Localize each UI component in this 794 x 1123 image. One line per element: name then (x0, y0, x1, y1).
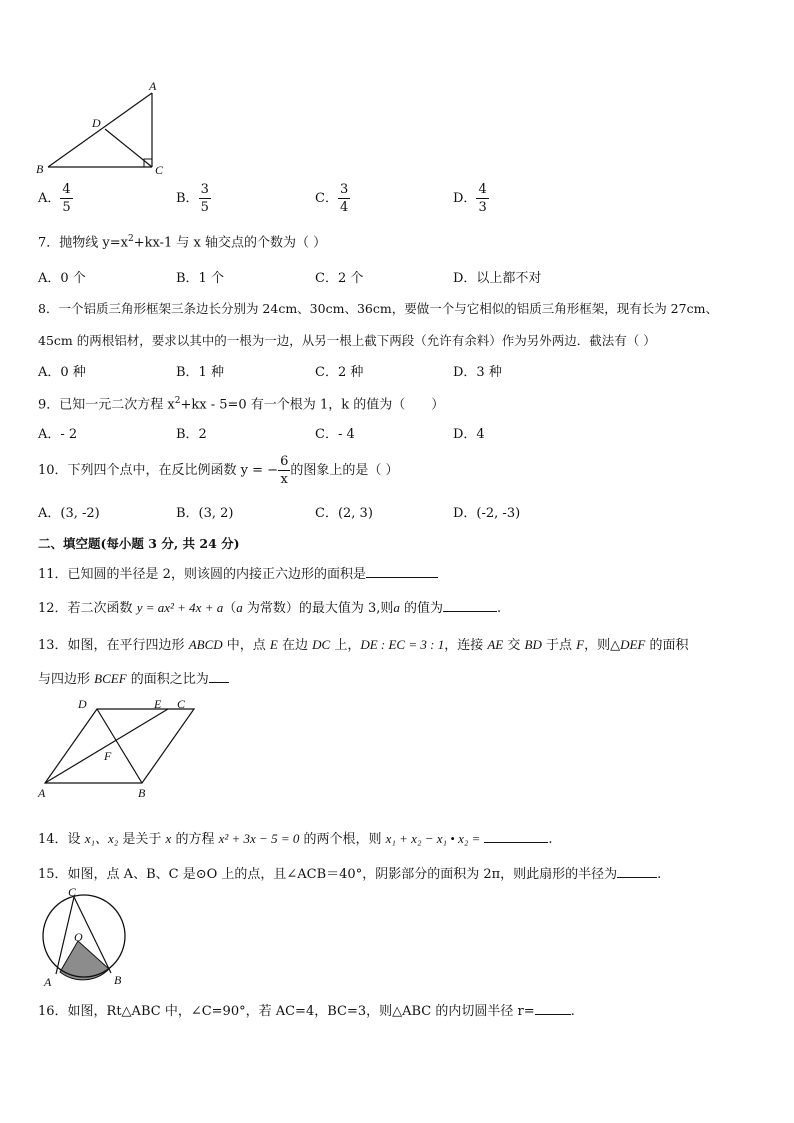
q11-stem: 11．已知圆的半径是 2，则该圆的内接正六边形的面积是 (38, 565, 438, 581)
q13-answer-blank[interactable] (209, 670, 229, 683)
label-d: D (92, 116, 101, 130)
figure-circle-sector (36, 886, 136, 990)
figure-parallelogram-abcd (30, 696, 210, 806)
label-e: E (154, 697, 162, 711)
q13-stem-line1: 13．如图，在平行四边形 ABCD 中，点 E 在边 DC 上，DE : EC = 3 : 1，连接 AE 交 BD 于点 F，则△DEF 的面积 (38, 637, 689, 653)
line-bd (97, 709, 142, 783)
figure-triangle-abc (30, 78, 170, 178)
q7-option-c: C．2 个 (315, 271, 364, 286)
q10-option-c: C．(2, 3) (315, 506, 373, 521)
q6-option-d: D． $\frac{4}{3}$ (453, 182, 487, 215)
label-f: F (104, 749, 112, 763)
q6-option-b: B． $\frac{3}{5}$ (176, 182, 209, 215)
label-b: B (36, 162, 44, 176)
q8-option-a: A．0 种 (38, 365, 86, 380)
q12-stem: 12．若二次函数 y = ax² + 4x + a（a 为常数）的最大值为 3,则a 的值为 . (38, 600, 502, 616)
q7-stem: 7．抛物线 $y=x^2+kx-1$ 与 x 轴交点的个数为（ ） (38, 234, 327, 251)
q10-option-a: A．(3, -2) (38, 506, 100, 521)
q9-stem: 9．已知一元二次方程 $x^2+kx - 5=0$ 有一个根为 1，k 的值为（ ） (38, 396, 445, 413)
label-b: B (114, 973, 122, 987)
q15-answer-blank[interactable] (617, 865, 657, 878)
label-c: C (68, 885, 77, 899)
section-title-fill-in: 二、填空题(每小题 3 分, 共 24 分) (38, 536, 240, 551)
q16-answer-blank[interactable] (535, 1002, 571, 1015)
q11-answer-blank[interactable] (366, 565, 438, 578)
line-ba (48, 93, 152, 167)
q14-answer-blank[interactable] (484, 830, 548, 843)
q9-option-b: B．2 (176, 427, 207, 442)
q6-option-c: C． $\frac{3}{4}$ (315, 182, 349, 215)
q8-stem-line1: 8．一个铝质三角形框架三条边长分别为 24cm、30cm、36cm，要做一个与它相似的铝质三角形框架，现有长为 27cm、 (38, 301, 718, 316)
q16-stem: 16．如图，Rt△ABC 中，∠C=90°，若 AC=4，BC=3，则△ABC 的内切圆半径 r= . (38, 1004, 575, 1019)
q13-stem-line2: 与四边形 BCEF 的面积之比为 (38, 670, 229, 686)
label-a: A (149, 79, 157, 93)
q9-option-d: D．4 (453, 427, 485, 442)
q8-option-d: D．3 种 (453, 365, 502, 380)
label-a: A (38, 786, 46, 800)
label-a: A (44, 975, 52, 989)
label-d: D (78, 697, 87, 711)
line-dc (105, 129, 152, 167)
q10-option-b: B．(3, 2) (176, 506, 234, 521)
q7-option-a: A．0 个 (38, 271, 86, 286)
label-b: B (138, 786, 146, 800)
q7-option-b: B．1 个 (176, 271, 224, 286)
q10-stem: 10．下列四个点中，在反比例函数 y = − $\frac{6}{x}$ 的图象上的是（ ） (38, 454, 399, 487)
label-c: C (155, 163, 164, 177)
label-o: O (74, 930, 83, 944)
q9-option-a: A．- 2 (38, 427, 78, 442)
q8-option-c: C．2 种 (315, 365, 364, 380)
q9-option-c: C．- 4 (315, 427, 355, 442)
q7-option-d: D．以上都不对 (453, 271, 542, 286)
q14-stem: 14．设 x₁、x₂ 是关于 x 的方程 x² + 3x − 5 = 0 的两个根，则 x₁ + x₂ − x₁ • x₂ = . (38, 831, 553, 847)
q12-answer-blank[interactable] (443, 599, 497, 612)
q15-stem: 15．如图，点 A、B、C 是⊙O 上的点，且∠ACB＝40°，阴影部分的面积为 2π，则此扇形的半径为 . (38, 867, 662, 882)
q8-option-b: B．1 种 (176, 365, 224, 380)
q10-option-d: D．(-2, -3) (453, 506, 521, 521)
q8-stem-line2: 45cm 的两根铝材，要求以其中的一根为一边，从另一根上截下两段（允许有余料）作为另外两边．截法有（ ） (38, 333, 656, 348)
q6-option-a: A． $\frac{4}{5}$ (38, 182, 71, 215)
label-c: C (177, 697, 186, 711)
